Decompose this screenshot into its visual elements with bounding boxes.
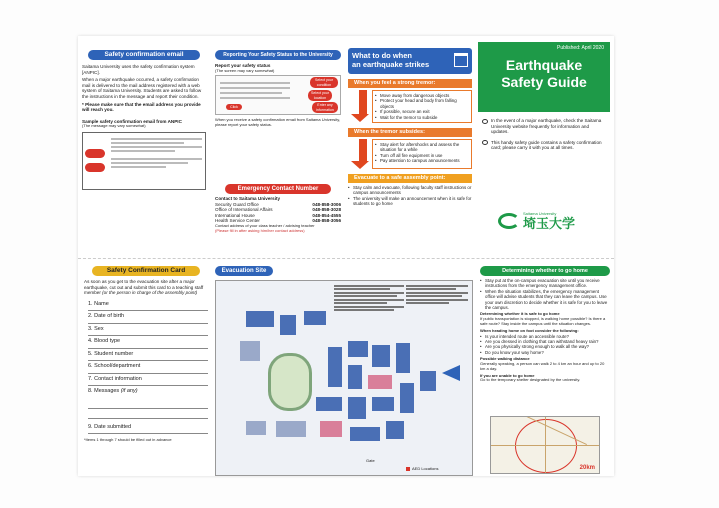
- card-field-blood[interactable]: 4. Blood type: [88, 336, 208, 349]
- aed-legend: AED Locations: [406, 467, 438, 472]
- map-building: [316, 397, 342, 411]
- map-building: [348, 365, 362, 389]
- distance-text: Generally speaking, a person can walk 2 to 4 km an hour and up to 20 km a day.: [480, 361, 605, 371]
- map-track: [268, 353, 312, 411]
- emergency-row: Office of International Affairs 048-858-3028: [215, 207, 341, 213]
- legend-list-2: [406, 283, 468, 306]
- map-building: [328, 347, 342, 387]
- safe-to-go-title: Determining whether it is safe to go home: [480, 311, 560, 317]
- evacuate-heading: Evacuate to a safe assembly point:: [348, 174, 472, 183]
- map-building: [320, 421, 342, 437]
- callout-badge-1: [85, 149, 105, 158]
- consider-title: When heading home on foot consider the following:: [480, 327, 579, 333]
- cover-item-1: In the event of a major earthquake, check the Saitama University website frequently for information and updates.: [482, 118, 606, 135]
- safety-email-body: When a major earthquake occurred, a safety confirmation mail is delivered to the mail address registered with a web system of Saitama University. Students are asked to follow the instructions in the message and report their condition.: [82, 77, 202, 99]
- cover-item-2: This handy safety guide contains a safety confirmation card; please carry it with you at all times.: [482, 140, 606, 151]
- reporting-panel: [215, 50, 341, 140]
- stay-text: Go to the temporary shelter designated by the university.: [480, 377, 581, 383]
- emergency-row: International House 048-854-4555: [215, 212, 341, 218]
- cover-header: [478, 42, 610, 112]
- evacuation-map-panel: [215, 266, 473, 476]
- aed-marker-icon: [406, 467, 410, 471]
- emergency-title: Emergency Contact Number: [225, 184, 331, 194]
- university-logo: Saitama University 埼玉大学: [498, 212, 575, 231]
- map-building: [276, 421, 306, 437]
- map-building: [304, 311, 326, 325]
- callout-badge-2: [85, 163, 105, 172]
- fold-line-horizontal: [78, 258, 614, 259]
- map-building: [396, 343, 410, 373]
- card-field-contact[interactable]: 7. Contact information: [88, 374, 208, 387]
- map-building: [372, 345, 390, 367]
- bubble-condition: Select your condition: [310, 77, 338, 87]
- strong-tremor-heading: When you feel a strong tremor:: [348, 79, 472, 88]
- arrow-down-icon: [348, 139, 372, 169]
- card-field-sex[interactable]: 3. Sex: [88, 324, 208, 337]
- what-to-do-header: What to do when an earthquake strikes: [348, 48, 472, 74]
- radius-label: 20km: [579, 465, 595, 471]
- map-gate-label: Gate: [366, 458, 375, 463]
- published-date: Published: April 2020: [557, 45, 604, 51]
- what-to-do-panel: What to do when an earthquake strikes When you feel a strong tremor: • Move away from dangerous objects • Protect your head and body from falling objects • If possible, secure an exit • Wait for the tremor to subside When the tremor subsides: • Stay alert for aftershocks and assess the situation for a while • Turn off all fire equipment in use • Pay attention to campus announcements Evacuate to a safe assembly point: • Stay calm and evacuate, following faculty staff instructions or campus announcements • The university will make an announcement when it is safe for students to go home: [348, 48, 472, 248]
- logo-swirl-icon: [498, 213, 520, 229]
- click-badge: Click: [226, 104, 242, 110]
- safety-card-intro: As soon as you get to the evacuation site after a major earthquake, cut out and submit this card to a teaching staff member (or the person in charge of the assembly point): [84, 279, 204, 296]
- card-field-name[interactable]: 1. Name: [88, 299, 208, 312]
- map-building: [246, 421, 266, 435]
- emergency-row: Health Service Center 048-858-3056: [215, 218, 341, 224]
- map-building: [400, 383, 414, 413]
- cover-title-1: Earthquake: [505, 56, 583, 73]
- campus-map: [215, 280, 473, 476]
- tremor-subsides-heading: When the tremor subsides:: [348, 128, 472, 137]
- card-field-messages[interactable]: 8. Messages (if any): [88, 388, 138, 395]
- map-building: [246, 311, 274, 327]
- safety-email-intro: Saitama University uses the safety confirmation system [ANPIC].: [82, 64, 195, 75]
- safety-email-note: * Please make sure that the email address you provide will reach you.: [82, 101, 201, 113]
- safety-card-panel: [84, 266, 208, 474]
- legend-list: [334, 283, 404, 313]
- cover-panel: [478, 42, 610, 248]
- circle-icon: [482, 119, 488, 124]
- safety-guide-brochure: [78, 36, 614, 476]
- map-building: [420, 371, 436, 391]
- emergency-rows: [215, 202, 341, 224]
- card-field-student-number[interactable]: 5. Student number: [88, 349, 208, 362]
- stay-title: If you are unable to go home: [480, 372, 535, 378]
- emergency-note-2: (Please fill in after asking him/her contact address): [215, 227, 305, 233]
- reporting-bottom-text: When you receive a safety confirmation email from Saitama University, please report your safety status.: [215, 117, 341, 128]
- card-field-dob[interactable]: 2. Date of birth: [88, 311, 208, 324]
- report-step-1: Report your safety status: [215, 63, 271, 68]
- sample-email-box: [82, 132, 206, 190]
- map-building: [350, 427, 380, 441]
- emergency-panel: [215, 184, 341, 246]
- evacuation-map-title: Evacuation Site: [215, 266, 273, 276]
- emergency-row: Security Guard Office 048-858-3006: [215, 201, 341, 207]
- card-field-date[interactable]: 9. Date submitted: [88, 422, 208, 435]
- cover-title-2: Safety Guide: [501, 73, 587, 90]
- map-building: [368, 375, 392, 389]
- building-icon: [454, 53, 468, 67]
- go-home-panel: Determining whether to go home • Stay put at the on-campus evacuation site until you receive instructions from the emergency management office. • When the situation stabilizes, the emergency management office will advise students that they can leave the campus. Use your own discretion to decide whether it is safe for you to leave the campus. Determining whether it is safe to go home If public transportation is stopped, is walking home possible? Is there a safe route? Stay inside the campus until the situation changes. When heading home on foot consider the following: • Is your intended route an accessible route? • Are you dressed in clothing that can withstand heavy rain? • Are you physically strong enough to walk all the way? • Do you know your way home? Possible walking distance Generally speaking, a person can walk 2 to 4 km an hour and up to 20 km a day. If you are unable to go home Go to the temporary shelter designated by the university. 20km: [480, 266, 610, 476]
- map-building: [280, 315, 296, 335]
- emergency-note: Contact address of your class teacher / advising teacher: [215, 222, 315, 228]
- circle-icon: [482, 140, 488, 145]
- bubble-location: Select your location: [308, 90, 332, 100]
- emergency-contact-label: Contact to Saitama University: [215, 196, 281, 201]
- report-step-1-sub: (The screen may vary somewhat): [215, 67, 275, 73]
- safety-email-panel: [82, 50, 206, 240]
- compass-arrow-icon: [442, 365, 460, 381]
- distance-title: Possible walking distance: [480, 356, 530, 362]
- arrow-down-icon: [348, 90, 372, 123]
- map-building: [372, 397, 394, 411]
- map-building: [240, 341, 260, 361]
- sample-email-title: Sample safety confirmation email from ANPIC: [82, 118, 182, 124]
- safe-to-go-text: If public transportation is stopped, is walking home possible? Is there a safe route? Stay inside the campus until the situation changes.: [480, 316, 606, 327]
- reporting-title: Reporting Your Safety Status to the University: [215, 50, 341, 60]
- go-home-title: Determining whether to go home: [480, 266, 610, 276]
- map-building: [386, 421, 404, 439]
- safety-email-title: Safety confirmation email: [88, 50, 200, 60]
- map-building: [348, 341, 368, 357]
- safety-card-title: Safety Confirmation Card: [92, 266, 200, 276]
- bubble-info: Enter any information: [312, 102, 338, 112]
- radius-circle: [515, 419, 577, 473]
- card-field-school[interactable]: 6. School/department: [88, 361, 208, 374]
- card-footnote: *Items 1 through 7 should be filled out in advance: [84, 437, 172, 443]
- report-screen-mockup: [215, 75, 341, 115]
- card-fields: [84, 299, 208, 435]
- sample-email-sub: (The message may vary somewhat): [82, 123, 146, 129]
- map-building: [348, 397, 366, 419]
- radius-map: [490, 416, 600, 474]
